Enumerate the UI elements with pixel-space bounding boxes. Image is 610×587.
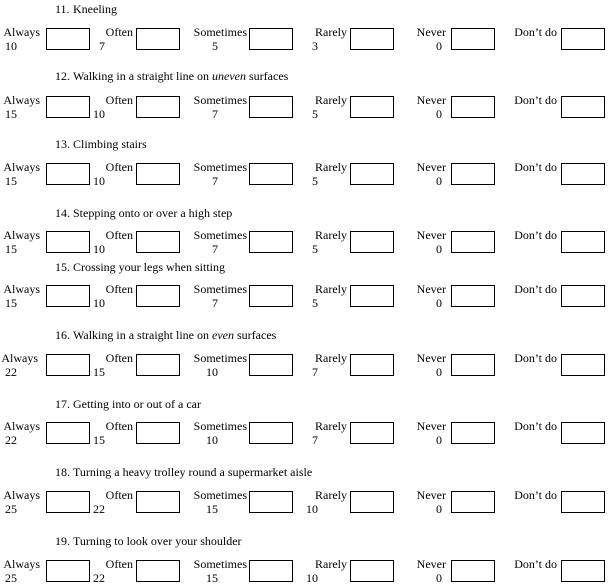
question-14-title (55, 207, 232, 219)
answer-box[interactable] (46, 163, 90, 185)
option-score: 15 (5, 242, 17, 256)
answer-box[interactable] (46, 422, 90, 444)
option-label-always: Always (3, 228, 40, 242)
answer-box[interactable] (136, 422, 180, 444)
option-score: 3 (312, 39, 318, 53)
option-label-sometimes: Sometimes (193, 488, 247, 502)
answer-box[interactable] (561, 96, 605, 118)
question-text: Getting into or out of a car (73, 397, 201, 411)
option-label-sometimes: Sometimes (193, 282, 247, 296)
option-score: 7 (312, 433, 318, 447)
answer-box[interactable] (249, 285, 293, 307)
option-label-never: Never (416, 557, 446, 571)
option-label-never: Never (416, 160, 446, 174)
answer-box[interactable] (46, 560, 90, 582)
question-12-title (55, 70, 288, 82)
option-score: 0 (436, 571, 442, 585)
question-13-title (55, 138, 147, 150)
question-15-title (55, 261, 225, 273)
answer-box[interactable] (249, 354, 293, 376)
answer-box[interactable] (561, 231, 605, 253)
option-score: 15 (5, 174, 17, 188)
answer-box[interactable] (561, 422, 605, 444)
option-score: 7 (99, 39, 105, 53)
option-label-sometimes: Sometimes (193, 93, 247, 107)
question-text: Walking in a straight line on (73, 69, 213, 83)
question-text-emphasis: even (212, 328, 234, 342)
question-text: Climbing stairs (73, 137, 147, 151)
option-label-sometimes: Sometimes (193, 351, 247, 365)
answer-box[interactable] (451, 163, 495, 185)
option-label-always: Always (1, 351, 38, 365)
answer-box[interactable] (451, 422, 495, 444)
question-19-title (55, 535, 242, 547)
option-label-rarely: Rarely (315, 25, 347, 39)
answer-box[interactable] (136, 354, 180, 376)
answer-box[interactable] (249, 560, 293, 582)
answer-box[interactable] (561, 560, 605, 582)
answer-box[interactable] (249, 231, 293, 253)
option-label-don-t-do: Don’t do (514, 282, 557, 296)
answer-box[interactable] (46, 96, 90, 118)
option-label-sometimes: Sometimes (193, 228, 247, 242)
option-label-never: Never (416, 93, 446, 107)
question-text: Turning to look over your shoulder (73, 534, 242, 548)
option-score: 7 (212, 242, 218, 256)
option-score: 10 (93, 174, 105, 188)
answer-box[interactable] (46, 28, 90, 50)
option-label-don-t-do: Don’t do (514, 25, 557, 39)
answer-box[interactable] (350, 231, 394, 253)
option-score: 7 (212, 174, 218, 188)
answer-box[interactable] (451, 560, 495, 582)
answer-box[interactable] (249, 96, 293, 118)
option-label-always: Always (3, 93, 40, 107)
answer-box[interactable] (350, 422, 394, 444)
option-score: 10 (93, 107, 105, 121)
option-score: 0 (436, 296, 442, 310)
answer-box[interactable] (249, 28, 293, 50)
option-label-never: Never (416, 488, 446, 502)
option-score: 10 (306, 571, 318, 585)
question-number: 18. (55, 465, 70, 479)
question-text-emphasis: uneven (212, 69, 246, 83)
option-label-often: Often (105, 488, 133, 502)
answer-box[interactable] (136, 231, 180, 253)
question-17-title (55, 398, 201, 410)
answer-box[interactable] (561, 491, 605, 513)
question-number: 12. (55, 69, 70, 83)
option-label-often: Often (105, 160, 133, 174)
answer-box[interactable] (249, 422, 293, 444)
option-label-never: Never (416, 228, 446, 242)
option-label-never: Never (416, 419, 446, 433)
option-label-rarely: Rarely (315, 351, 347, 365)
option-score: 7 (212, 296, 218, 310)
option-label-rarely: Rarely (315, 228, 347, 242)
answer-box[interactable] (249, 491, 293, 513)
answer-box[interactable] (46, 285, 90, 307)
option-score: 7 (312, 365, 318, 379)
question-number: 16. (55, 328, 70, 342)
option-label-never: Never (416, 25, 446, 39)
option-score: 0 (436, 107, 442, 121)
option-label-often: Often (105, 25, 133, 39)
answer-box[interactable] (350, 285, 394, 307)
question-text: Kneeling (73, 2, 117, 16)
option-score: 0 (436, 39, 442, 53)
question-number: 13. (55, 137, 70, 151)
option-label-often: Often (105, 282, 133, 296)
option-score: 0 (436, 174, 442, 188)
option-score: 25 (5, 502, 17, 516)
answer-box[interactable] (350, 560, 394, 582)
question-number: 11. (55, 2, 70, 16)
answer-box[interactable] (451, 491, 495, 513)
option-label-rarely: Rarely (315, 557, 347, 571)
option-score: 10 (206, 433, 218, 447)
option-label-don-t-do: Don’t do (514, 488, 557, 502)
option-score: 5 (312, 174, 318, 188)
answer-box[interactable] (136, 96, 180, 118)
option-score: 5 (312, 107, 318, 121)
answer-box[interactable] (46, 231, 90, 253)
option-score: 5 (312, 242, 318, 256)
option-label-often: Often (105, 93, 133, 107)
question-text: Crossing your legs when sitting (73, 260, 225, 274)
option-score: 10 (93, 242, 105, 256)
question-text: Stepping onto or over a high step (73, 206, 233, 220)
answer-box[interactable] (350, 96, 394, 118)
answer-box[interactable] (136, 560, 180, 582)
answer-box[interactable] (46, 354, 90, 376)
option-score: 0 (436, 242, 442, 256)
question-11-title (55, 3, 117, 15)
option-score: 10 (206, 365, 218, 379)
option-label-never: Never (416, 282, 446, 296)
option-score: 22 (93, 502, 105, 516)
option-label-always: Always (3, 557, 40, 571)
option-label-don-t-do: Don’t do (514, 351, 557, 365)
answer-box[interactable] (561, 163, 605, 185)
option-label-sometimes: Sometimes (193, 419, 247, 433)
option-score: 10 (93, 296, 105, 310)
option-score: 22 (93, 571, 105, 585)
answer-box[interactable] (561, 354, 605, 376)
answer-box[interactable] (350, 28, 394, 50)
option-score: 22 (5, 365, 17, 379)
option-score: 5 (312, 296, 318, 310)
option-label-rarely: Rarely (315, 282, 347, 296)
answer-box[interactable] (451, 96, 495, 118)
option-label-sometimes: Sometimes (193, 557, 247, 571)
option-score: 10 (5, 39, 17, 53)
option-label-always: Always (3, 282, 40, 296)
answer-box[interactable] (249, 163, 293, 185)
option-score: 0 (436, 365, 442, 379)
option-score: 0 (436, 502, 442, 516)
question-text: Walking in a straight line on (73, 328, 213, 342)
option-label-always: Always (3, 488, 40, 502)
answer-box[interactable] (350, 163, 394, 185)
option-label-rarely: Rarely (315, 93, 347, 107)
question-18-title (55, 466, 312, 478)
answer-box[interactable] (136, 285, 180, 307)
answer-box[interactable] (561, 285, 605, 307)
option-score: 15 (206, 502, 218, 516)
answer-box[interactable] (350, 491, 394, 513)
option-label-don-t-do: Don’t do (514, 419, 557, 433)
question-number: 17. (55, 397, 70, 411)
option-score: 15 (93, 433, 105, 447)
option-score: 15 (206, 571, 218, 585)
option-label-often: Often (105, 419, 133, 433)
option-label-often: Often (105, 351, 133, 365)
question-number: 14. (55, 206, 70, 220)
question-number: 19. (55, 534, 70, 548)
option-label-always: Always (3, 419, 40, 433)
option-score: 15 (5, 107, 17, 121)
option-score: 22 (5, 433, 17, 447)
answer-box[interactable] (350, 354, 394, 376)
question-text: Turning a heavy trolley round a supermarket aisle (73, 465, 313, 479)
option-label-never: Never (416, 351, 446, 365)
option-score: 15 (93, 365, 105, 379)
question-number: 15. (55, 260, 70, 274)
question-text-end: surfaces (246, 69, 289, 83)
option-label-don-t-do: Don’t do (514, 228, 557, 242)
question-text-end: surfaces (234, 328, 277, 342)
option-label-often: Often (105, 557, 133, 571)
option-label-always: Always (3, 25, 40, 39)
answer-box[interactable] (451, 354, 495, 376)
option-score: 25 (5, 571, 17, 585)
option-score: 10 (306, 502, 318, 516)
option-score: 7 (212, 107, 218, 121)
option-label-rarely: Rarely (315, 488, 347, 502)
option-score: 5 (212, 39, 218, 53)
option-label-don-t-do: Don’t do (514, 93, 557, 107)
option-label-rarely: Rarely (315, 160, 347, 174)
answer-box[interactable] (136, 163, 180, 185)
question-16-title (55, 329, 276, 341)
answer-box[interactable] (136, 491, 180, 513)
option-label-rarely: Rarely (315, 419, 347, 433)
option-label-often: Often (105, 228, 133, 242)
option-label-don-t-do: Don’t do (514, 160, 557, 174)
option-score: 0 (436, 433, 442, 447)
answer-box[interactable] (451, 285, 495, 307)
option-score: 15 (5, 296, 17, 310)
option-label-sometimes: Sometimes (193, 25, 247, 39)
option-label-sometimes: Sometimes (193, 160, 247, 174)
option-label-don-t-do: Don’t do (514, 557, 557, 571)
answer-box[interactable] (136, 28, 180, 50)
answer-box[interactable] (451, 28, 495, 50)
option-label-always: Always (3, 160, 40, 174)
answer-box[interactable] (46, 491, 90, 513)
answer-box[interactable] (451, 231, 495, 253)
answer-box[interactable] (561, 28, 605, 50)
